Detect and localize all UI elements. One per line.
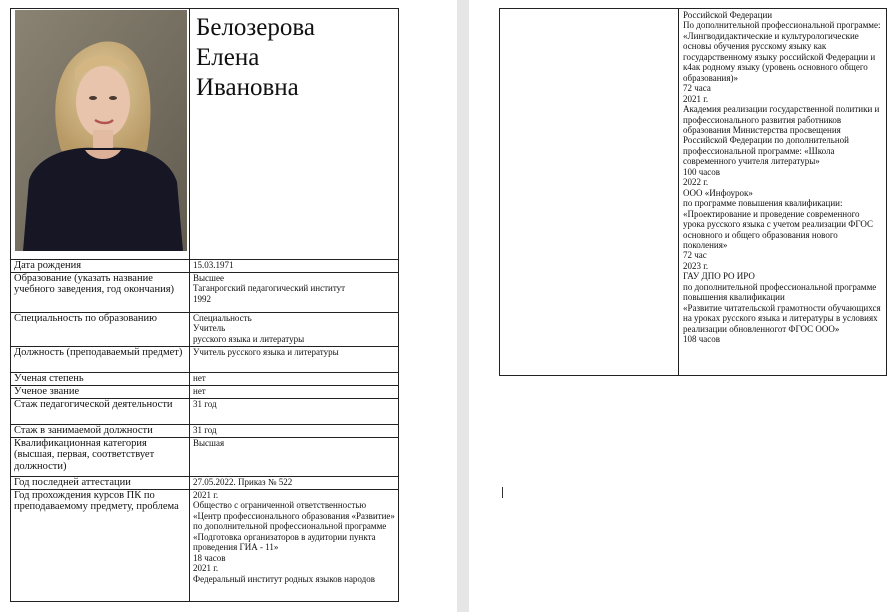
table-row <box>11 372 399 385</box>
header-row <box>11 9 399 260</box>
page-gutter <box>457 0 469 612</box>
row-value: Специальность Учитель русского языка и литературы <box>190 312 399 346</box>
name-cell <box>190 9 399 260</box>
row-label: Ученая степень <box>11 372 190 385</box>
photo-cell <box>11 9 190 260</box>
row-label: Специальность по образованию <box>11 312 190 346</box>
table-row <box>11 260 399 273</box>
table-row <box>11 398 399 424</box>
row-value: нет <box>190 372 399 385</box>
row-label: Стаж в занимаемой должности <box>11 424 190 437</box>
continuation-value-cell <box>679 9 887 376</box>
continuation-table <box>499 8 887 376</box>
row-label: Год последней аттестации <box>11 476 190 489</box>
table-row <box>11 489 399 601</box>
row-value: Учитель русского языка и литературы <box>190 346 399 372</box>
row-label: Квалификационная категория (высшая, первая, соответствует должности) <box>11 437 190 476</box>
table-row <box>11 272 399 312</box>
courses-continuation: Российской Федерации По дополнительной профессиональной программе: «Лингводидактические и культурологические основы обучения русскому языку как государственному языку российской Федерации и к4ак родному языку (уровень основного общего образования)» 72 часа 2021 г. Академия реализации государственной политики и профессионального развития работников образования Министерства просвещения Российской Федерации по дополнительной профессиональной программе: «Школа современного учителя литературы» 100 часов 2022 г. ООО «Инфоурок» по программе повышения квалификации: «Проектирование и проведение современного урока русского языка с учетом реализации ФГОС основного и общего образования нового поколения» 72 час 2023 г. ГАУ ДПО РО ИРО по дополнительной профессиональной программе повышения квалификации «Развитие читательской грамотности обучающихся на уроках русского языка и литературы в условиях реализации обновленногот ФГОС ООО» 108 часов <box>683 10 881 345</box>
row-label: Дата рождения <box>11 260 190 273</box>
teacher-name: Белозерова Елена Ивановна <box>196 14 315 101</box>
table-row <box>11 346 399 372</box>
row-label: Ученое звание <box>11 385 190 398</box>
row-value: Высшее Таганрогский педагогический институт 1992 <box>190 272 399 312</box>
row-value: 31 год <box>190 424 399 437</box>
row-label: Образование (указать название учебного заведения, год окончания) <box>11 272 190 312</box>
profile-table <box>10 8 399 602</box>
table-row <box>11 312 399 346</box>
table-row <box>11 424 399 437</box>
row-value: нет <box>190 385 399 398</box>
row-value: Высшая <box>190 437 399 476</box>
teacher-photo <box>15 10 187 251</box>
row-label: Год прохождения курсов ПК по преподаваемому предмету, проблема <box>11 489 190 601</box>
row-value: 2021 г. Общество с ограниченной ответственностью «Центр профессионального образования «Развитие» по дополнительной профессиональной программе «Подготовка организаторов в аудитории пункта проведения ГИА - 11» 18 часов 2021 г. Федеральный институт родных языков народов <box>190 489 399 601</box>
row-value: 27.05.2022. Приказ № 522 <box>190 476 399 489</box>
row-value: 15.03.1971 <box>190 260 399 273</box>
row-value: 31 год <box>190 398 399 424</box>
table-row <box>11 476 399 489</box>
text-cursor[interactable] <box>502 487 503 498</box>
document-page-2 <box>469 0 894 612</box>
table-row <box>11 385 399 398</box>
continuation-label-cell <box>500 9 679 376</box>
row-label: Стаж педагогической деятельности <box>11 398 190 424</box>
table-row <box>11 437 399 476</box>
row-label: Должность (преподаваемый предмет) <box>11 346 190 372</box>
